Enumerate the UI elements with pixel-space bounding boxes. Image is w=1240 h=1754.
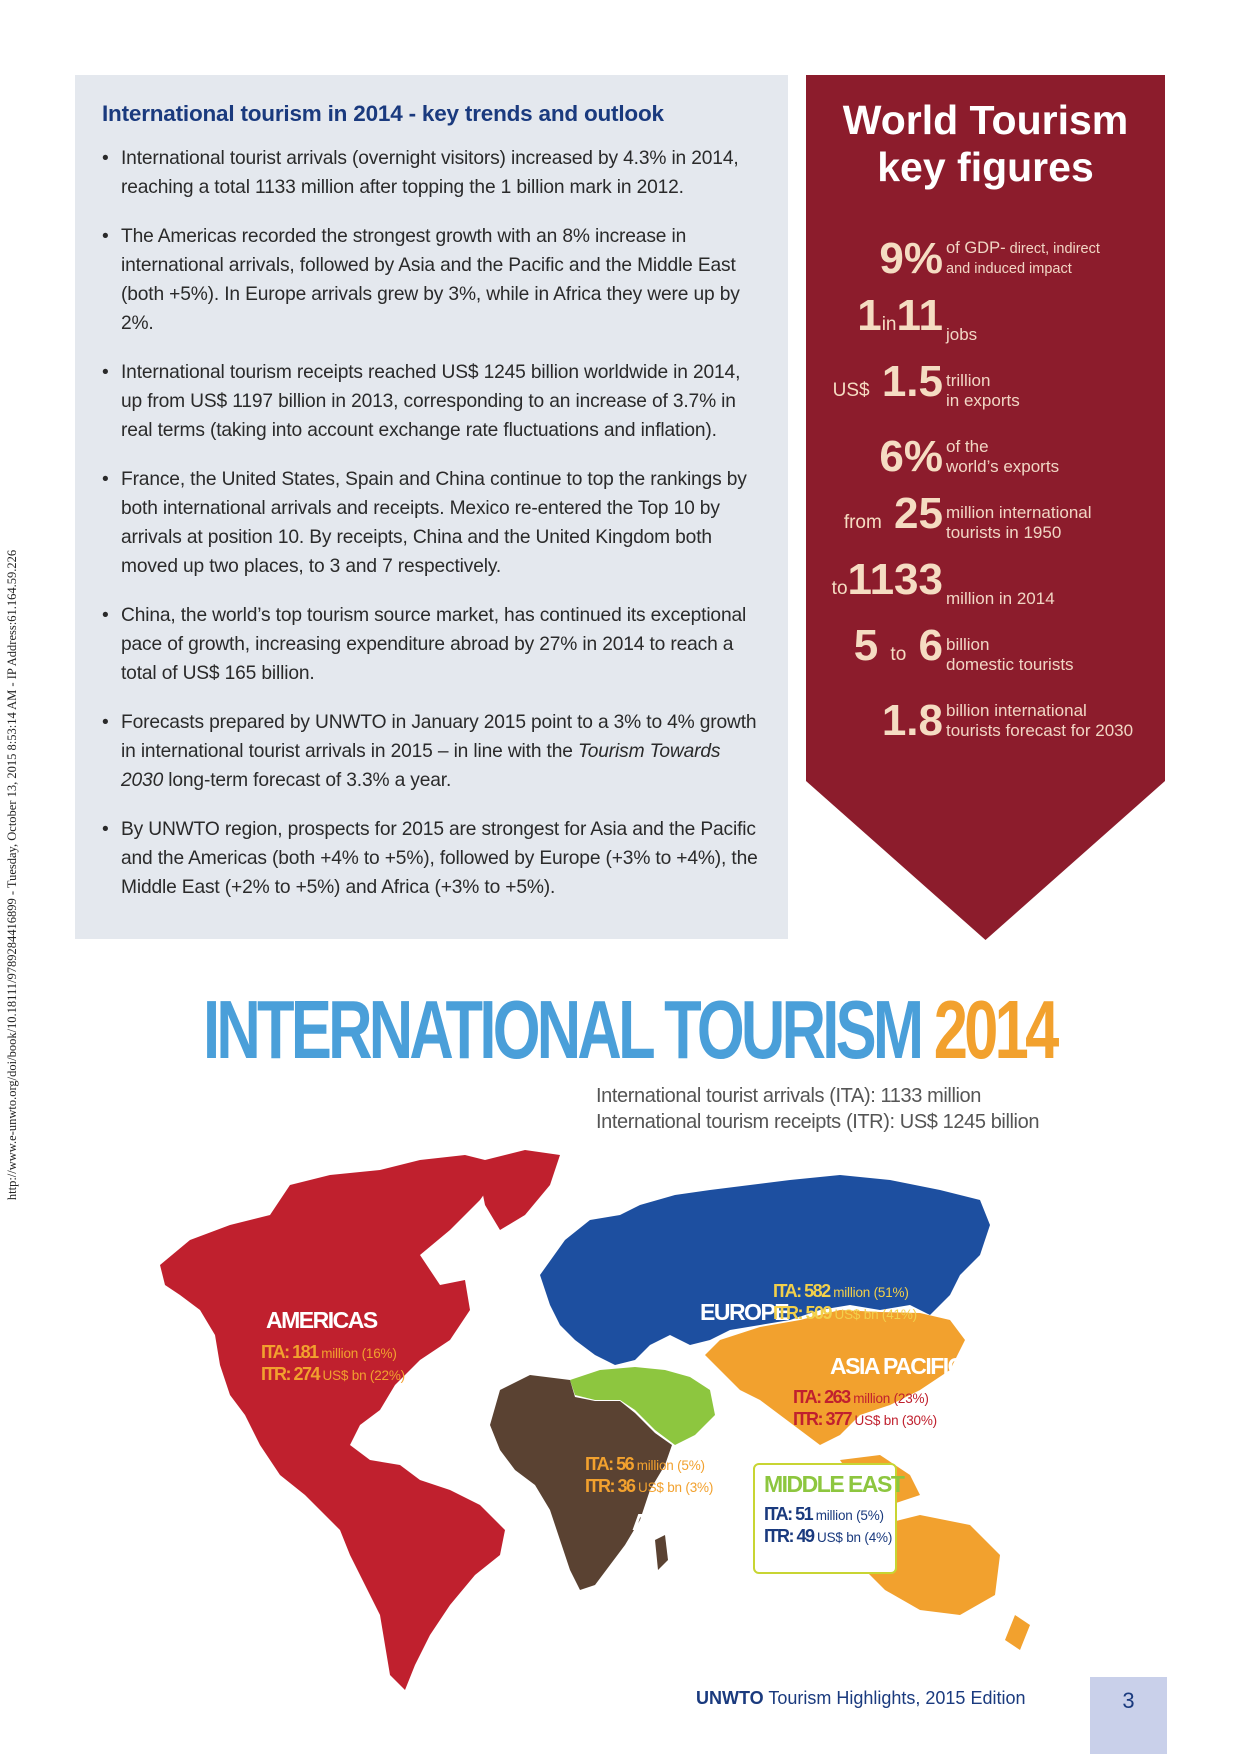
trend-bullet: • France, the United States, Spain and China continue to top the rankings by both international arrivals and receipts. Mexico re-entered the Top 10 by arrivals at position 10. By receipts, China and the United Kingdom both moved up two places, to 3 and 7 respectively. — [102, 465, 762, 581]
region-stats-americas: ITA: 181 million (16%) ITR: 274 US$ bn (22%) — [261, 1342, 405, 1384]
figure-share-exports: 6% of the world’s exports — [879, 432, 1060, 481]
region-name-europe: EUROPE — [700, 1299, 789, 1325]
key-figures-title: World Tourism key figures — [842, 97, 1129, 190]
trend-italic-title: Tourism Towards 2030 — [121, 741, 721, 791]
figure-arrivals-2014: to1133 million in 2014 — [831, 555, 1055, 608]
figure-forecast-2030: 1.8 billion international tourists forecast for 2030 — [881, 696, 1134, 745]
key-trends-heading: International tourism in 2014 - key trends and outlook — [102, 101, 664, 126]
figure-arrivals-1950: from 25 million international tourists in 1950 — [843, 489, 1092, 542]
region-name-middle-east: MIDDLE EAST — [764, 1471, 904, 1497]
trend-text: Forecasts prepared by UNWTO in January 2015 point to a 3% to 4% growth in international tourist arrivals in 2015 – in line with the — [121, 712, 757, 762]
region-stats-asia-pacific: ITA: 263 million (23%) ITR: 377 US$ bn (30%) — [793, 1387, 937, 1429]
page-number: 3 — [1122, 1688, 1135, 1713]
figure-exports: US$ 1.5 trillion in exports — [832, 357, 1020, 410]
trend-bullet: • International tourist arrivals (overnight visitors) increased by 4.3% in 2014, reaching a total 1133 million after topping the 1 billion mark in 2012. — [102, 144, 762, 202]
trend-bullet: • China, the world’s top tourism source market, has continued its exceptional pace of growth, increasing expenditure abroad by 27% in 2014 to reach a total of US$ 165 billion. — [102, 601, 762, 688]
figure-jobs: 1in11 jobs — [857, 291, 978, 344]
trend-bullet: • International tourism receipts reached US$ 1245 billion worldwide in 2014, up from US$ 1197 billion in 2013, corresponding to an increase of 3.7% in real terms (taking into account exchange rate fluctuations and inflation). — [102, 358, 762, 445]
figure-domestic: 5 to 6 billion domestic tourists — [853, 621, 1074, 674]
region-name-asia-pacific: ASIA PACIFIC — [830, 1353, 963, 1379]
region-stats-africa: ITA: 56 million (5%) ITR: 36 US$ bn (3%) — [585, 1454, 714, 1496]
infographic-title: INTERNATIONAL TOURISM 2014 — [203, 983, 1056, 1076]
map-region-americas — [160, 1155, 505, 1690]
source-url-note: http://www.e-unwto.org/doi/book/10.18111/9789284416899 - Tuesday, October 13, 2015 8:53:14 AM - IP Address:61.164.59.226 — [5, 549, 19, 1201]
key-figures-panel — [806, 75, 1165, 940]
trend-bullet: • By UNWTO region, prospects for 2015 are strongest for Asia and the Pacific and the Americas (both +4% to +5%), followed by Europe (+3% to +4%), the Middle East (+2% to +5%) and Africa (+3% to +5%). — [102, 815, 762, 902]
page-number-box — [1090, 1677, 1167, 1754]
world-map — [120, 1145, 1120, 1695]
key-trends-panel — [75, 75, 788, 939]
region-stats-europe: ITA: 582 million (51%) ITR: 509 US$ bn (41%) — [773, 1281, 917, 1323]
infographic-subtitle: International tourist arrivals (ITA): 1133 million International tourism receipts (ITR): US$ 1245 billion — [596, 1085, 1040, 1133]
region-stats-middle-east: ITA: 51 million (5%) ITR: 49 US$ bn (4%) — [764, 1504, 893, 1546]
figure-gdp: 9% of GDP- direct, indirect and induced impact — [879, 234, 1100, 283]
trend-text: long-term forecast of 3.3% a year. — [163, 770, 452, 791]
footer-publication: UNWTO Tourism Highlights, 2015 Edition — [696, 1688, 1026, 1708]
key-trends-list — [102, 144, 762, 902]
trend-bullet-forecast — [102, 708, 762, 795]
region-name-americas: AMERICAS — [266, 1307, 377, 1333]
trend-bullet: • The Americas recorded the strongest growth with an 8% increase in international arrivals, followed by Asia and the Pacific and the Middle East (both +5%). In Europe arrivals grew by 3%, while in Africa they were up by 2%. — [102, 222, 762, 338]
region-name-africa: AFRICA — [632, 1509, 710, 1535]
